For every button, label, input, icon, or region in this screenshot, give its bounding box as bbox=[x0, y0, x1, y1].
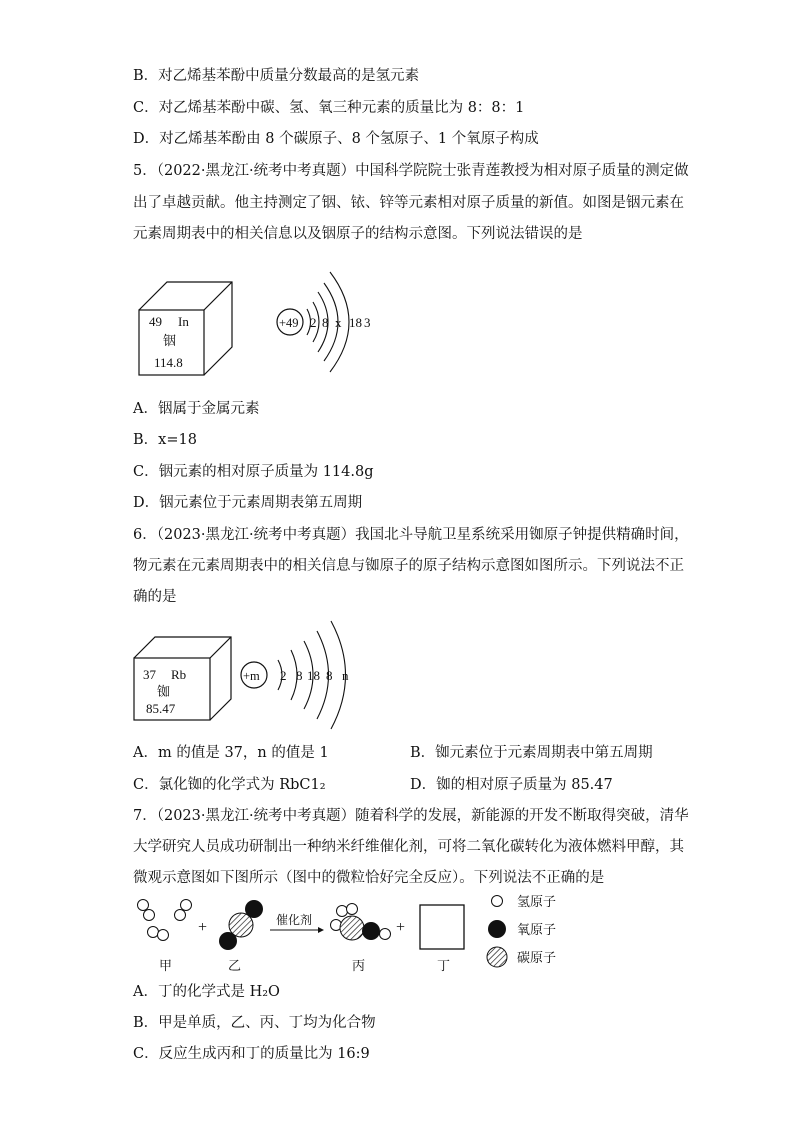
q7-option-b: B．甲是单质，乙、丙、丁均为化合物 bbox=[133, 1015, 376, 1031]
rubidium-shell-2: 8 bbox=[296, 668, 303, 683]
rubidium-nucleus-charge: +m bbox=[243, 669, 260, 683]
legend-oxygen: 氧原子 bbox=[517, 923, 557, 938]
legend-hydrogen: 氢原子 bbox=[517, 895, 557, 910]
legend-carbon-swatch bbox=[487, 947, 507, 967]
option-c-line: C．对乙烯基苯酚中碳、氢、氧三种元素的质量比为 8：8：1 bbox=[133, 100, 525, 116]
q6-stem-1: 6．（2023·黑龙江·统考中考真题）我国北斗导航卫星系统采用铷原子钟提供精确时间， bbox=[133, 527, 689, 543]
reaction-arrowhead bbox=[318, 927, 324, 933]
indium-name: 铟 bbox=[163, 333, 177, 348]
indium-symbol: In bbox=[178, 314, 189, 329]
q7-stem-1: 7．（2023·黑龙江·统考中考真题）随着科学的发展，新能源的开发不断取得突破，清华 bbox=[133, 808, 689, 824]
q5-stem-2: 出了卓越贡献。他主持测定了铟、铱、锌等元素相对原子质量的新值。如图是铟元素在 bbox=[133, 195, 684, 211]
option-d-line: D．对乙烯基苯酚由 8 个碳原子、8 个氢原子、1 个氧原子构成 bbox=[133, 131, 539, 147]
product-bing-molecule bbox=[331, 904, 391, 941]
legend-hydrogen-swatch bbox=[492, 896, 503, 907]
rubidium-shell-3: 18 bbox=[307, 668, 320, 683]
indium-shell-3: x bbox=[335, 315, 342, 330]
q5-option-c: C．铟元素的相对原子质量为 114.8g bbox=[133, 464, 374, 480]
q6-stem-2: 物元素在元素周期表中的相关信息与铷原子的原子结构示意图如图所示。下列说法不正 bbox=[133, 558, 684, 574]
indium-shell-2: 8 bbox=[322, 315, 329, 330]
q7-option-a: A．丁的化学式是 H₂O bbox=[133, 984, 280, 1000]
product-ding-box bbox=[420, 905, 464, 949]
plus-sign-1: + bbox=[198, 919, 208, 936]
indium-shell-5: 3 bbox=[364, 315, 371, 330]
indium-mass: 114.8 bbox=[154, 355, 183, 370]
rubidium-atomic-number: 37 bbox=[143, 667, 156, 682]
legend-carbon: 碳原子 bbox=[517, 951, 557, 966]
reactant-yi-molecule bbox=[219, 900, 263, 950]
q5-stem-1: 5．（2022·黑龙江·统考中考真题）中国科学院院士张青莲教授为相对原子质量的测定做 bbox=[133, 163, 689, 179]
q6-option-d: D．铷的相对原子质量为 85.47 bbox=[410, 777, 613, 793]
q5-stem-3: 元素周期表中的相关信息以及铟原子的结构示意图。下列说法错误的是 bbox=[133, 226, 583, 242]
label-jia: 甲 bbox=[159, 959, 173, 974]
legend-oxygen-swatch bbox=[488, 920, 506, 938]
rubidium-shell-5: n bbox=[342, 668, 349, 683]
q7-stem-3: 微观示意图如下图所示（图中的微粒恰好完全反应）。下列说法不正确的是 bbox=[133, 870, 605, 886]
indium-atomic-number: 49 bbox=[149, 314, 162, 329]
label-bing: 丙 bbox=[352, 959, 366, 974]
q6-option-b: B．铷元素位于元素周期表中第五周期 bbox=[410, 745, 653, 761]
q6-stem-3: 确的是 bbox=[133, 589, 177, 605]
legend bbox=[487, 895, 556, 967]
q6-option-a: A．m 的值是 37，n 的值是 1 bbox=[133, 745, 329, 761]
q5-option-b: B．x=18 bbox=[133, 432, 197, 448]
rubidium-shell-1: 2 bbox=[280, 668, 287, 683]
indium-nucleus-charge: +49 bbox=[279, 316, 299, 330]
rubidium-symbol: Rb bbox=[171, 667, 187, 682]
rubidium-mass: 85.47 bbox=[146, 701, 176, 716]
q7-option-c: C．反应生成丙和丁的质量比为 16:9 bbox=[133, 1046, 370, 1062]
indium-shell-4: 18 bbox=[349, 315, 362, 330]
indium-shell-1: 2 bbox=[310, 315, 317, 330]
q5-option-a: A．铟属于金属元素 bbox=[133, 401, 260, 417]
catalyst-label: 催化剂 bbox=[276, 913, 313, 927]
q6-option-c: C．氯化铷的化学式为 RbC1₂ bbox=[133, 777, 326, 793]
option-b-line: B．对乙烯基苯酚中质量分数最高的是氢元素 bbox=[133, 68, 420, 84]
plus-sign-2: + bbox=[396, 919, 406, 936]
rubidium-shell-4: 8 bbox=[326, 668, 333, 683]
reactant-jia-molecules bbox=[138, 900, 192, 941]
rubidium-name: 铷 bbox=[157, 684, 171, 699]
label-yi: 乙 bbox=[228, 959, 242, 974]
q5-option-d: D．铟元素位于元素周期表第五周期 bbox=[133, 495, 363, 511]
label-ding: 丁 bbox=[437, 959, 451, 974]
q7-stem-2: 大学研究人员成功研制出一种纳米纤维催化剂，可将二氧化碳转化为液体燃料甲醇，其 bbox=[133, 839, 684, 855]
